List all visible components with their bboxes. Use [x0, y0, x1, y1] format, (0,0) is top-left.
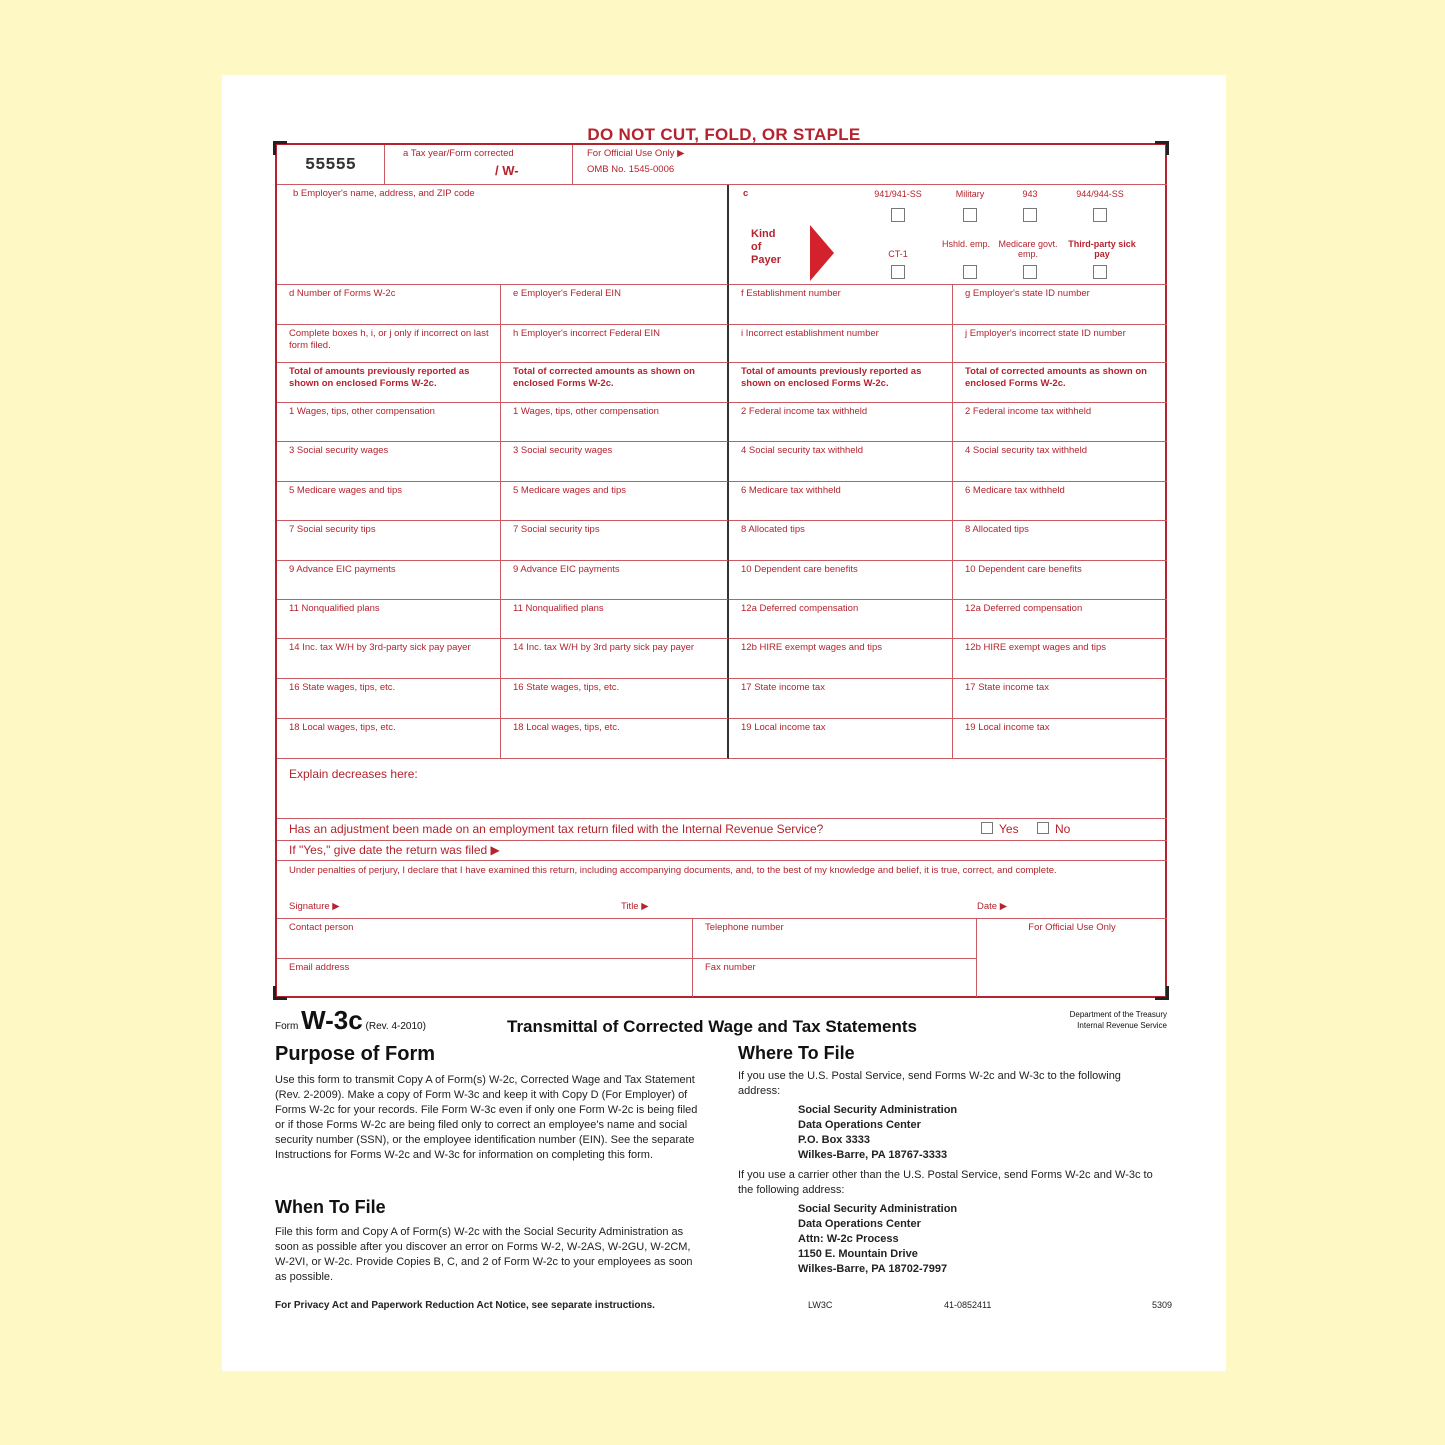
date-filed-field[interactable]: [277, 841, 1167, 861]
tax-year-label: a Tax year/Form corrected: [403, 148, 514, 159]
form-box[interactable]: [729, 521, 953, 561]
form-box-label: 9 Advance EIC payments: [289, 564, 396, 575]
address-line: Data Operations Center: [798, 1119, 921, 1131]
perjury-statement: Under penalties of perjury, I declare that I have examined this return, including accompanying documents, and, to the best of my knowledge and belief, it is true, correct, and complete.: [289, 865, 1057, 876]
payer-checkbox[interactable]: [1023, 265, 1037, 279]
form-box[interactable]: [277, 679, 501, 719]
form-box-label: Complete boxes h, i, or j only if incorrect on last form filed.: [289, 328, 489, 351]
form-footer: [275, 1005, 1167, 1039]
payer-label: Medicare govt. emp.: [998, 239, 1058, 259]
fax-field[interactable]: [693, 959, 977, 997]
form-box-label: 2 Federal income tax withheld: [965, 406, 1092, 417]
form-box-label: 18 Local wages, tips, etc.: [289, 722, 396, 733]
signature-block: [277, 861, 1167, 919]
form-box[interactable]: [953, 363, 1167, 403]
form-box[interactable]: [277, 482, 501, 521]
form-box-label: 8 Allocated tips: [965, 524, 1029, 535]
form-box[interactable]: [277, 719, 501, 759]
signature-field[interactable]: Signature ▶: [289, 901, 340, 912]
employer-name-field[interactable]: [277, 185, 729, 285]
form-box-label: 18 Local wages, tips, etc.: [513, 722, 620, 733]
form-id: [275, 1005, 426, 1036]
form-box[interactable]: [277, 521, 501, 561]
form-box-label: 6 Medicare tax withheld: [965, 485, 1065, 496]
payer-label: 943: [1022, 189, 1038, 199]
form-box[interactable]: [729, 482, 953, 521]
form-box[interactable]: [729, 442, 953, 482]
address-line: Social Security Administration: [798, 1104, 958, 1116]
kind-letter: c: [743, 188, 749, 199]
payer-checkbox[interactable]: [891, 265, 905, 279]
carrier-address: [798, 1202, 957, 1277]
form-box[interactable]: [277, 639, 501, 679]
form-box-label: 9 Advance EIC payments: [513, 564, 620, 575]
address-line: Wilkes-Barre, PA 18767-3333: [798, 1149, 948, 1161]
payer-label: Hshld. emp.: [941, 239, 991, 249]
form-box[interactable]: [277, 600, 501, 639]
form-box[interactable]: [729, 285, 953, 325]
form-box-label: 5 Medicare wages and tips: [289, 485, 403, 496]
form-title: Transmittal of Corrected Wage and Tax Statements: [507, 1017, 917, 1036]
address-line: Data Operations Center: [798, 1218, 921, 1230]
form-box[interactable]: [501, 561, 729, 600]
telephone-label: Telephone number: [705, 922, 784, 933]
form-box-label: 4 Social security tax withheld: [965, 445, 1087, 456]
form-box-label: i Incorrect establishment number: [741, 328, 879, 339]
form-box[interactable]: [729, 325, 953, 363]
form-box-label: 16 State wages, tips, etc.: [289, 682, 396, 693]
form-box[interactable]: [277, 325, 501, 363]
form-box-label: 17 State income tax: [965, 682, 1049, 693]
form-box[interactable]: [729, 679, 953, 719]
form-box[interactable]: [501, 442, 729, 482]
date-filed-label: If "Yes," give date the return was filed ▶: [289, 843, 500, 857]
form-box-label: Total of amounts previously reported as shown on enclosed Forms W-2c.: [741, 366, 922, 389]
address-line: Wilkes-Barre, PA 18702-7997: [798, 1263, 948, 1275]
form-box-label: 7 Social security tips: [513, 524, 600, 535]
code-left: LW3C: [808, 1300, 833, 1310]
form-box-label: 19 Local income tax: [741, 722, 826, 733]
form-box-label: 16 State wages, tips, etc.: [513, 682, 620, 693]
form-box-label: h Employer's incorrect Federal EIN: [513, 328, 661, 339]
form-box[interactable]: [277, 442, 501, 482]
where-postal-text: If you use the U.S. Postal Service, send Forms W-2c and W-3c to the following address:: [738, 1070, 1121, 1097]
form-box[interactable]: [729, 639, 953, 679]
form-box-label: f Establishment number: [741, 288, 841, 299]
form-box[interactable]: [501, 403, 729, 442]
warning-header: DO NOT CUT, FOLD, OR STAPLE: [587, 125, 861, 144]
form-box[interactable]: [953, 679, 1167, 719]
code-right: 5309: [1152, 1300, 1173, 1310]
form-box-label: 8 Allocated tips: [741, 524, 805, 535]
purpose-text: Use this form to transmit Copy A of Form(s) W-2c, Corrected Wage and Tax Statement (Rev. 2-2009). Make a copy of Form W-3c and keep it with Copy D (For Employer) of Forms W-2c for your records. File Form W-3c even if only one Form W-2c is being filed or if those Forms W-2c are being filed only to correct an employee's name and social security number (SSN), or the employee identification number (EIN). See the separate Instructions for Forms W-2c and W-3c for information on completing this form.: [275, 1074, 698, 1161]
form-box-label: 2 Federal income tax withheld: [741, 406, 868, 417]
official-use-label: For Official Use Only ▶: [587, 148, 685, 159]
kind-title-line: Kind: [751, 228, 776, 240]
form-box-label: 1 Wages, tips, other compensation: [289, 406, 435, 417]
employer-name-label: b Employer's name, address, and ZIP code: [293, 188, 475, 199]
official-use-bottom-label: For Official Use Only: [1028, 922, 1116, 933]
form-box-label: 12b HIRE exempt wages and tips: [965, 642, 1106, 653]
address-line: Social Security Administration: [798, 1203, 958, 1215]
adjustment-row: [277, 819, 1167, 841]
form-box[interactable]: [277, 561, 501, 600]
payer-checkbox[interactable]: [891, 208, 905, 222]
form-box[interactable]: [729, 561, 953, 600]
form-box-label: d Number of Forms W-2c: [289, 288, 396, 299]
form-box-label: 4 Social security tax withheld: [741, 445, 863, 456]
payer-label: 941/941-SS: [874, 189, 922, 199]
form-box-label: 14 Inc. tax W/H by 3rd-party sick pay payer: [289, 642, 471, 653]
form-box[interactable]: [501, 325, 729, 363]
omb-number: OMB No. 1545-0006: [587, 163, 675, 175]
form-box-label: 17 State income tax: [741, 682, 825, 693]
form-box[interactable]: [953, 442, 1167, 482]
form-box-label: 10 Dependent care benefits: [965, 564, 1082, 575]
form-box-label: 7 Social security tips: [289, 524, 376, 535]
form-box-label: Total of amounts previously reported as shown on enclosed Forms W-2c.: [289, 366, 470, 389]
dept-line: Department of the Treasury: [1069, 1010, 1167, 1019]
form-box[interactable]: [501, 521, 729, 561]
no-checkbox[interactable]: [1037, 822, 1049, 834]
form-box-label: 3 Social security wages: [289, 445, 389, 456]
email-field[interactable]: [277, 959, 693, 997]
form-box[interactable]: [501, 285, 729, 325]
explain-label: Explain decreases here:: [289, 767, 418, 781]
tax-year-field[interactable]: [385, 145, 573, 185]
form-box[interactable]: [953, 561, 1167, 600]
kind-title-line: of: [751, 241, 762, 253]
code-mid: 41-0852411: [944, 1300, 992, 1310]
yes-label: Yes: [999, 822, 1019, 836]
form-box-label: 6 Medicare tax withheld: [741, 485, 841, 496]
where-heading: Where To File: [738, 1043, 855, 1063]
form-box-label: 12b HIRE exempt wages and tips: [741, 642, 882, 653]
form-box[interactable]: [277, 363, 501, 403]
form-box[interactable]: [953, 719, 1167, 759]
form-box-label: 14 Inc. tax W/H by 3rd party sick pay payer: [513, 642, 695, 653]
email-label: Email address: [289, 962, 350, 973]
form-box-label: 11 Nonqualified plans: [513, 603, 604, 614]
form-box[interactable]: [953, 482, 1167, 521]
no-label: No: [1055, 822, 1071, 836]
form-box[interactable]: [501, 363, 729, 403]
form-box[interactable]: [953, 403, 1167, 442]
purpose-heading: Purpose of Form: [275, 1043, 436, 1065]
payer-label: Third-party sick pay: [1068, 239, 1136, 259]
form-word: Form: [275, 1021, 299, 1032]
form-box-label: 11 Nonqualified plans: [289, 603, 380, 614]
official-use-bottom: [977, 919, 1167, 997]
fax-label: Fax number: [705, 962, 756, 973]
form-box[interactable]: [953, 600, 1167, 639]
form-box-label: 10 Dependent care benefits: [741, 564, 858, 575]
form-box-label: 12a Deferred compensation: [741, 603, 859, 614]
form-box-label: 19 Local income tax: [965, 722, 1050, 733]
date-field[interactable]: Date ▶: [977, 901, 1008, 912]
form-box[interactable]: [501, 600, 729, 639]
postal-address: [798, 1103, 957, 1163]
address-line: 1150 E. Mountain Drive: [798, 1248, 918, 1260]
form-box-label: j Employer's incorrect state ID number: [965, 328, 1126, 339]
kind-of-payer-title: [751, 228, 781, 267]
payer-checkbox[interactable]: [963, 208, 977, 222]
form-code: 55555: [277, 145, 385, 185]
payer-checkbox[interactable]: [1023, 208, 1037, 222]
dept-line: Internal Revenue Service: [1077, 1021, 1167, 1030]
form-box-label: Total of corrected amounts as shown on enclosed Forms W-2c.: [965, 366, 1147, 389]
payer-checkbox[interactable]: [1093, 208, 1107, 222]
title-field[interactable]: Title ▶: [621, 901, 649, 912]
form-box[interactable]: [953, 639, 1167, 679]
form-box[interactable]: [953, 521, 1167, 561]
payer-checkbox[interactable]: [963, 265, 977, 279]
contact-person-label: Contact person: [289, 922, 354, 933]
contact-person-field[interactable]: [277, 919, 693, 959]
form-box[interactable]: [729, 363, 953, 403]
form-box[interactable]: [729, 403, 953, 442]
department: [1070, 1009, 1167, 1031]
yes-checkbox[interactable]: [981, 822, 993, 834]
form-box-label: e Employer's Federal EIN: [513, 288, 621, 299]
form-box[interactable]: [277, 285, 501, 325]
address-line: Attn: W-2c Process: [798, 1233, 899, 1245]
payer-label: CT-1: [888, 249, 908, 259]
telephone-field[interactable]: [693, 919, 977, 959]
privacy-notice: For Privacy Act and Paperwork Reduction Act Notice, see separate instructions.: [275, 1300, 655, 1311]
form-box-label: 5 Medicare wages and tips: [513, 485, 627, 496]
explain-field[interactable]: [277, 761, 1167, 819]
form-box[interactable]: [729, 600, 953, 639]
when-text: File this form and Copy A of Form(s) W-2c with the Social Security Administration as soon as possible after you discover an error on Forms W-2, W-2AS, W-2GU, W-2CM, W-2VI, or W-2c. Provide Copies B, C, and 2 of Form W-2c to your employees as soon as possible.: [275, 1226, 693, 1283]
form-name: W-3c: [301, 1005, 363, 1035]
payer-label: Military: [955, 189, 985, 199]
form-box[interactable]: [501, 482, 729, 521]
form-box-label: Total of corrected amounts as shown on enclosed Forms W-2c.: [513, 366, 695, 389]
form-box[interactable]: [729, 719, 953, 759]
kind-title-line: Payer: [751, 254, 781, 266]
form-box-label: g Employer's state ID number: [965, 288, 1090, 299]
payer-checkbox[interactable]: [1093, 265, 1107, 279]
form-box-label: 12a Deferred compensation: [965, 603, 1083, 614]
w3c-form: [275, 143, 1167, 998]
pointer-arrow-icon: [810, 225, 834, 281]
form-box[interactable]: [501, 679, 729, 719]
form-sheet: [222, 75, 1226, 1371]
when-heading: When To File: [275, 1197, 386, 1217]
form-revision: (Rev. 4-2010): [365, 1021, 426, 1032]
form-box-label: 1 Wages, tips, other compensation: [513, 406, 659, 417]
payer-label: 944/944-SS: [1076, 189, 1124, 199]
adjustment-question: Has an adjustment been made on an employment tax return filed with the Internal Revenue Service?: [289, 822, 824, 836]
form-box[interactable]: [953, 325, 1167, 363]
form-box[interactable]: [953, 285, 1167, 325]
form-box[interactable]: [277, 403, 501, 442]
address-line: P.O. Box 3333: [798, 1134, 870, 1146]
form-box[interactable]: [501, 639, 729, 679]
form-prefix: / W-: [495, 163, 519, 178]
form-box-label: 3 Social security wages: [513, 445, 613, 456]
official-use-top: [573, 145, 1167, 185]
where-carrier-text: If you use a carrier other than the U.S. Postal Service, send Forms W-2c and W-3c to the following address:: [738, 1169, 1153, 1196]
form-box[interactable]: [501, 719, 729, 759]
